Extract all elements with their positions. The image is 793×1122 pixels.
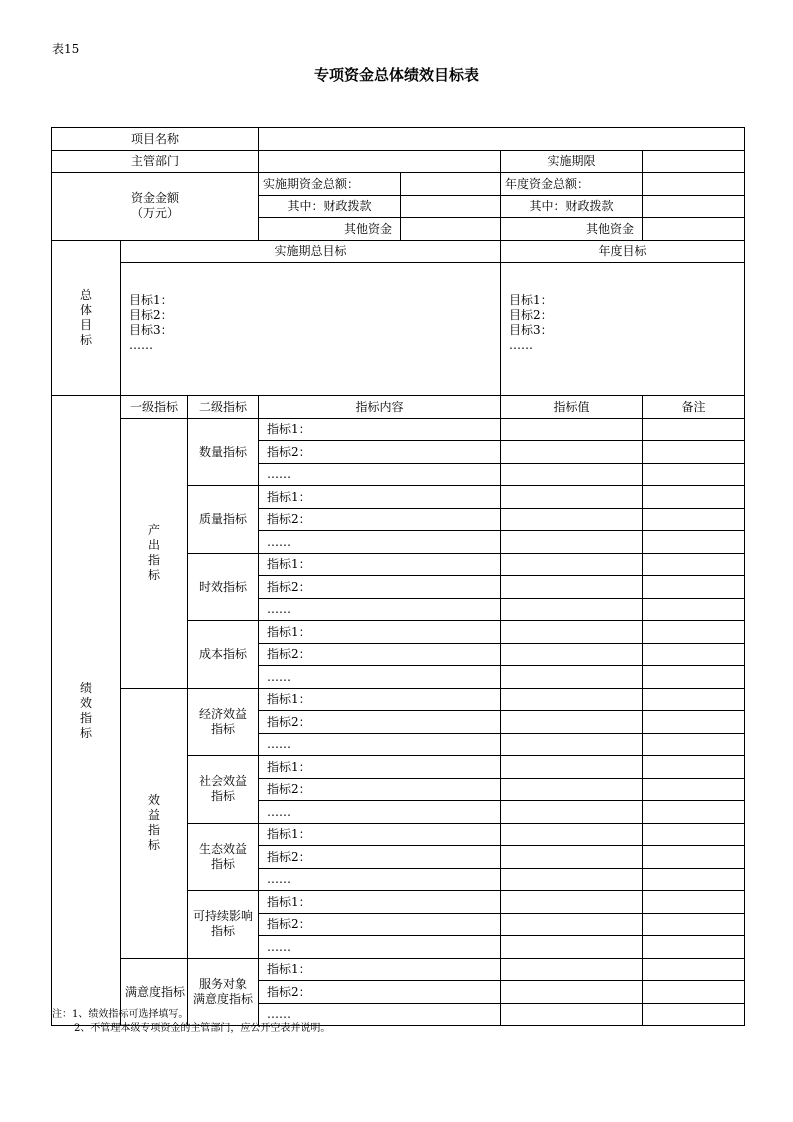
period-fiscal-value[interactable] [401, 195, 501, 218]
indicator-section-char: 效 [79, 695, 92, 710]
indicator-section-char: 标 [79, 725, 92, 740]
fund-amount-label-line1: 资金金额 [131, 191, 180, 206]
col-remark-header: 备注 [643, 396, 745, 419]
benefit-label-char: 益 [147, 808, 160, 822]
indicator-item[interactable]: …… [259, 666, 501, 689]
sustainable-impact-line: 指标 [211, 924, 236, 939]
social-benefit-line: 社会效益 [199, 774, 248, 789]
indicator-item[interactable]: 指标2： [259, 981, 501, 1004]
indicator-item[interactable]: 指标1： [259, 486, 501, 509]
indicator-remark-cell[interactable] [643, 441, 745, 464]
quantity-indicator-label: 数量指标 [188, 418, 259, 486]
indicator-value-cell[interactable] [501, 576, 643, 599]
indicator-value-cell[interactable] [501, 801, 643, 824]
footnote-1: 注：1、绩效指标可选择填写。 [52, 1009, 189, 1020]
indicator-value-cell[interactable] [501, 441, 643, 464]
indicator-remark-cell[interactable] [643, 643, 745, 666]
overall-goal-char: 总 [79, 287, 92, 302]
indicator-value-cell[interactable] [501, 936, 643, 959]
indicator-remark-cell[interactable] [643, 463, 745, 486]
indicator-value-cell[interactable] [501, 846, 643, 869]
indicator-value-cell[interactable] [501, 733, 643, 756]
indicator-value-cell[interactable] [501, 778, 643, 801]
benefit-label-char: 指 [147, 823, 160, 837]
period-goal-line: 目标2： [129, 308, 173, 322]
total-fund-value[interactable] [401, 173, 501, 196]
benefit-label-char: 标 [147, 838, 160, 852]
indicator-remark-cell[interactable] [643, 666, 745, 689]
annual-other-label: 其他资金 [501, 218, 643, 241]
indicator-value-cell[interactable] [501, 643, 643, 666]
period-goal-line: …… [129, 338, 153, 352]
dept-value[interactable] [259, 150, 501, 173]
indicator-value-cell[interactable] [501, 913, 643, 936]
economic-benefit-line: 指标 [211, 721, 236, 736]
output-indicator-label [121, 418, 188, 688]
dept-label: 主管部门 [52, 150, 259, 173]
output-label-char: 标 [147, 568, 160, 582]
indicator-remark-cell[interactable] [643, 508, 745, 531]
indicator-item[interactable]: …… [259, 733, 501, 756]
sustainable-impact-label [188, 891, 259, 959]
sustainable-impact-line: 可持续影响 [193, 909, 254, 924]
quality-indicator-label: 质量指标 [188, 486, 259, 554]
indicator-remark-cell[interactable] [643, 621, 745, 644]
indicator-item[interactable]: 指标2： [259, 778, 501, 801]
social-benefit-label [188, 756, 259, 824]
indicator-item[interactable]: 指标2： [259, 846, 501, 869]
period-goal-content[interactable] [121, 263, 501, 396]
indicator-item[interactable]: 指标2： [259, 643, 501, 666]
ecological-benefit-line: 指标 [211, 856, 236, 871]
indicator-value-cell[interactable] [501, 688, 643, 711]
col-content-header: 指标内容 [259, 396, 501, 419]
indicator-value-cell[interactable] [501, 823, 643, 846]
annual-fund-value[interactable] [643, 173, 745, 196]
indicator-remark-cell[interactable] [643, 778, 745, 801]
indicator-value-cell[interactable] [501, 553, 643, 576]
indicator-item[interactable]: 指标1： [259, 756, 501, 779]
annual-goal-line: 目标2： [509, 308, 553, 322]
page-title: 专项资金总体绩效目标表 [313, 66, 479, 84]
indicator-item[interactable]: 指标2： [259, 576, 501, 599]
indicator-item[interactable]: …… [259, 801, 501, 824]
total-fund-label: 实施期资金总额： [259, 173, 401, 196]
indicator-value-cell[interactable] [501, 508, 643, 531]
annual-fiscal-value[interactable] [643, 195, 745, 218]
col-level2-header: 二级指标 [188, 396, 259, 419]
indicator-remark-cell[interactable] [643, 553, 745, 576]
indicator-item[interactable]: …… [259, 531, 501, 554]
indicator-remark-cell[interactable] [643, 891, 745, 914]
indicator-remark-cell[interactable] [643, 846, 745, 869]
fund-amount-label-line2: （万元） [131, 206, 180, 221]
indicator-remark-cell[interactable] [643, 531, 745, 554]
project-name-value[interactable] [259, 128, 745, 151]
col-value-header: 指标值 [501, 396, 643, 419]
overall-goal-char: 标 [79, 332, 92, 347]
indicator-value-cell[interactable] [501, 1003, 643, 1026]
indicator-item[interactable]: …… [259, 598, 501, 621]
indicator-remark-cell[interactable] [643, 958, 745, 981]
indicator-item[interactable]: 指标1： [259, 958, 501, 981]
indicator-remark-cell[interactable] [643, 711, 745, 734]
ecological-benefit-line: 生态效益 [199, 841, 248, 856]
indicator-value-cell[interactable] [501, 981, 643, 1004]
indicator-item[interactable]: 指标2： [259, 913, 501, 936]
period-goal-header: 实施期总目标 [121, 240, 501, 263]
indicator-remark-cell[interactable] [643, 418, 745, 441]
indicator-item[interactable]: 指标1： [259, 621, 501, 644]
overall-goal-char: 体 [79, 302, 92, 317]
indicator-remark-cell[interactable] [643, 823, 745, 846]
economic-benefit-line: 经济效益 [199, 706, 248, 721]
footnote-2: 2、不管理本级专项资金的主管部门，应公开空表并说明。 [74, 1023, 331, 1034]
indicator-section-char: 绩 [79, 680, 92, 695]
satisfaction-indicator-label: 满意度指标 [121, 958, 188, 1026]
indicator-remark-cell[interactable] [643, 688, 745, 711]
indicator-item[interactable]: …… [259, 1003, 501, 1026]
indicator-value-cell[interactable] [501, 891, 643, 914]
indicator-value-cell[interactable] [501, 868, 643, 891]
ecological-benefit-label [188, 823, 259, 891]
indicator-value-cell[interactable] [501, 598, 643, 621]
annual-goal-line: 目标3： [509, 323, 553, 337]
annual-goal-line: 目标1： [509, 293, 553, 307]
indicator-value-cell[interactable] [501, 486, 643, 509]
overall-goal-char: 目 [79, 317, 92, 332]
indicator-item[interactable]: …… [259, 936, 501, 959]
indicator-value-cell[interactable] [501, 531, 643, 554]
period-fiscal-label: 其中：财政拨款 [259, 195, 401, 218]
indicator-remark-cell[interactable] [643, 981, 745, 1004]
indicator-value-cell[interactable] [501, 958, 643, 981]
benefit-label-char: 效 [147, 793, 160, 807]
fund-amount-label [52, 173, 259, 241]
indicator-remark-cell[interactable] [643, 576, 745, 599]
indicator-remark-cell[interactable] [643, 936, 745, 959]
period-goal-line: 目标1： [129, 293, 173, 307]
service-satisfaction-line: 满意度指标 [193, 991, 254, 1006]
indicator-item[interactable]: …… [259, 463, 501, 486]
annual-fiscal-label: 其中：财政拨款 [501, 195, 643, 218]
overall-goal-section-label [52, 240, 121, 396]
col-level1-header: 一级指标 [121, 396, 188, 419]
indicator-remark-cell[interactable] [643, 486, 745, 509]
indicator-item[interactable]: 指标2： [259, 441, 501, 464]
indicator-value-cell[interactable] [501, 463, 643, 486]
period-other-value[interactable] [401, 218, 501, 241]
indicator-value-cell[interactable] [501, 756, 643, 779]
benefit-indicator-label [121, 688, 188, 958]
indicator-remark-cell[interactable] [643, 913, 745, 936]
table-id: 表15 [52, 42, 80, 56]
indicator-section-char: 指 [79, 710, 92, 725]
indicator-item[interactable]: 指标2： [259, 711, 501, 734]
service-satisfaction-line: 服务对象 [199, 976, 248, 991]
indicator-remark-cell[interactable] [643, 756, 745, 779]
indicator-item[interactable]: 指标1： [259, 688, 501, 711]
indicator-item[interactable]: 指标1： [259, 553, 501, 576]
cost-indicator-label: 成本指标 [188, 621, 259, 689]
indicator-remark-cell[interactable] [643, 801, 745, 824]
performance-indicator-section-label [52, 396, 121, 1026]
annual-fund-label: 年度资金总额： [501, 173, 643, 196]
indicator-remark-cell[interactable] [643, 733, 745, 756]
period-label: 实施期限 [501, 150, 643, 173]
timeliness-indicator-label: 时效指标 [188, 553, 259, 621]
indicator-value-cell[interactable] [501, 711, 643, 734]
indicator-item[interactable]: 指标2： [259, 508, 501, 531]
output-label-char: 出 [147, 538, 160, 552]
indicator-item[interactable]: 指标1： [259, 823, 501, 846]
indicator-remark-cell[interactable] [643, 598, 745, 621]
indicator-remark-cell[interactable] [643, 868, 745, 891]
indicator-item[interactable]: …… [259, 868, 501, 891]
indicator-value-cell[interactable] [501, 621, 643, 644]
social-benefit-line: 指标 [211, 789, 236, 804]
project-name-label: 项目名称 [52, 128, 259, 151]
period-value[interactable] [643, 150, 745, 173]
indicator-item[interactable]: 指标1： [259, 418, 501, 441]
economic-benefit-label [188, 688, 259, 756]
period-goal-line: 目标3： [129, 323, 173, 337]
output-label-char: 指 [147, 553, 160, 567]
output-label-char: 产 [147, 523, 160, 537]
period-other-label: 其他资金 [259, 218, 401, 241]
footnotes [52, 1008, 330, 1036]
annual-goal-line: …… [509, 338, 534, 352]
indicator-item[interactable]: 指标1： [259, 891, 501, 914]
annual-other-value[interactable] [643, 218, 745, 241]
indicator-value-cell[interactable] [501, 418, 643, 441]
performance-goal-table [51, 127, 745, 1026]
annual-goal-header: 年度目标 [501, 240, 745, 263]
annual-goal-content[interactable] [501, 263, 745, 396]
indicator-remark-cell[interactable] [643, 1003, 745, 1026]
indicator-value-cell[interactable] [501, 666, 643, 689]
